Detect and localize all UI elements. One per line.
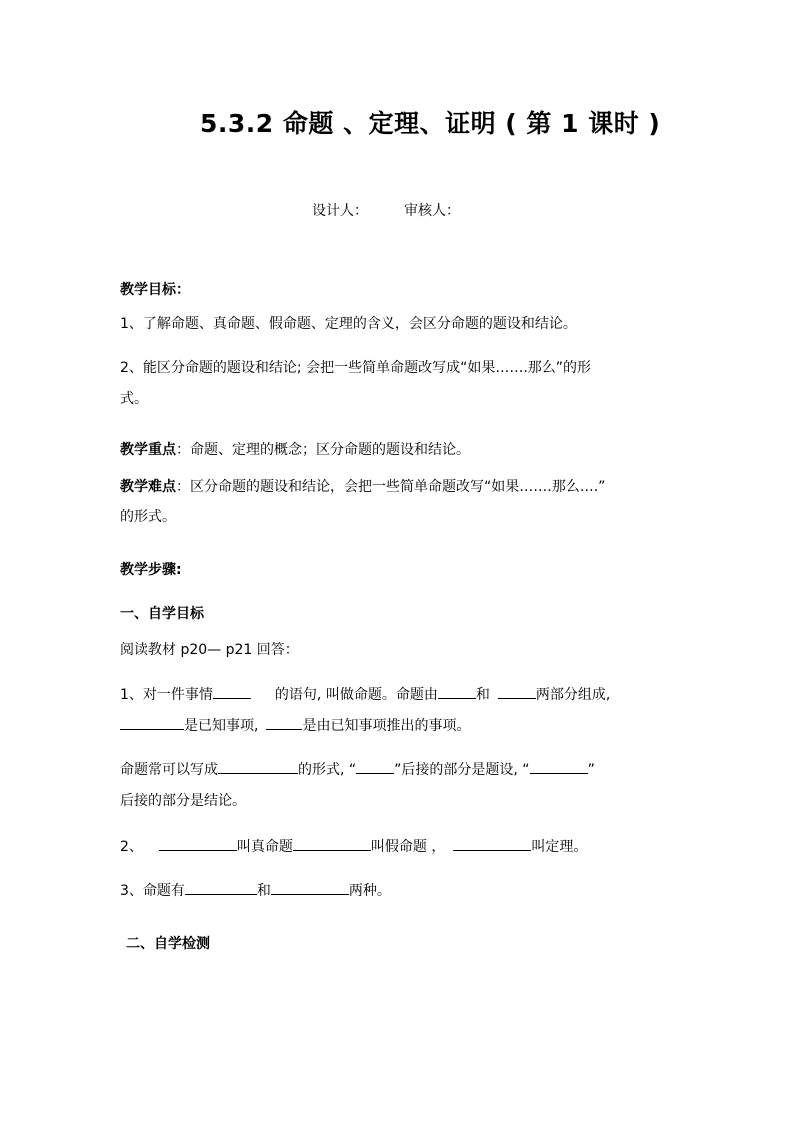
q1-text-a3: 和	[475, 687, 490, 703]
key-point-label: 教学重点	[120, 442, 176, 458]
answer-blank[interactable]	[266, 716, 302, 730]
q1-text-b1: 是已知事项,	[184, 718, 259, 734]
q2-text-3: 叫假命题 ，	[370, 839, 446, 855]
answer-blank[interactable]	[159, 837, 237, 851]
difficulty-text: ：区分命题的题设和结论，会把一些简单命题改写“如果…….那么….”	[176, 479, 606, 495]
page-title: 5.3.2 命题 、定理、证明 ( 第 1 课时 )	[200, 109, 661, 138]
objectives-heading: 教学目标：	[120, 282, 190, 298]
reviewer-label: 审核人：	[404, 203, 460, 219]
q3-text-1: 3、命题有	[120, 883, 185, 899]
answer-blank[interactable]	[453, 837, 531, 851]
answer-blank[interactable]	[271, 881, 349, 895]
question-1-line-1	[120, 685, 610, 705]
q1-text-a1: 1、对一件事情	[120, 687, 213, 703]
key-point-line	[120, 440, 470, 460]
reading-instruction: 阅读教材 p20— p21 回答：	[120, 642, 299, 658]
answer-blank[interactable]	[293, 837, 371, 851]
objective-item-1: 1、了解命题、真命题、假命题、定理的含义，会区分命题的题设和结论。	[120, 316, 577, 332]
section-2-heading: 二、自学检测	[126, 936, 210, 952]
difficulty-line-2: 的形式。	[120, 509, 176, 525]
q1-text-c1: 命题常可以写成	[120, 762, 218, 778]
author-line	[312, 200, 460, 220]
q3-text-3: 两种。	[348, 883, 391, 899]
q3-text-2: 和	[256, 883, 271, 899]
answer-blank[interactable]	[498, 685, 536, 699]
q1-text-b2: 是由已知事项推出的事项。	[302, 718, 471, 734]
q1-text-a4: 两部分组成,	[535, 687, 611, 703]
answer-blank[interactable]	[120, 716, 184, 730]
answer-blank[interactable]	[530, 760, 588, 774]
q2-text-1: 2、	[120, 839, 143, 855]
objective-item-2-line-2: 式。	[120, 391, 148, 407]
q1-text-a2: 的语句, 叫做命题。命题由	[274, 687, 438, 703]
question-1-line-2	[120, 716, 470, 736]
question-1-line-3	[120, 760, 595, 780]
q2-text-2: 叫真命题	[236, 839, 293, 855]
q2-text-4: 叫定理。	[531, 839, 588, 855]
q1-text-c2: 的形式, “	[298, 762, 357, 778]
question-2-line	[120, 837, 587, 857]
answer-blank[interactable]	[213, 685, 251, 699]
objective-item-2-line-1: 2、能区分命题的题设和结论; 会把一些简单命题改写成“如果…….那么”的形	[120, 360, 592, 376]
steps-heading: 教学步骤:	[120, 562, 182, 578]
answer-blank[interactable]	[185, 881, 257, 895]
answer-blank[interactable]	[356, 760, 394, 774]
answer-blank[interactable]	[438, 685, 476, 699]
answer-blank[interactable]	[218, 760, 298, 774]
question-3-line	[120, 881, 391, 901]
difficulty-line-1	[120, 477, 605, 497]
key-point-text: ：命题、定理的概念；区分命题的题设和结论。	[176, 442, 470, 458]
q1-text-c4: ”	[587, 762, 595, 778]
difficulty-label: 教学难点	[120, 479, 176, 495]
question-1-line-4: 后接的部分是结论。	[120, 793, 246, 809]
q1-text-c3: ”后接的部分是题设, “	[394, 762, 530, 778]
section-1-heading: 一、自学目标	[120, 606, 204, 622]
designer-label: 设计人：	[312, 203, 368, 219]
